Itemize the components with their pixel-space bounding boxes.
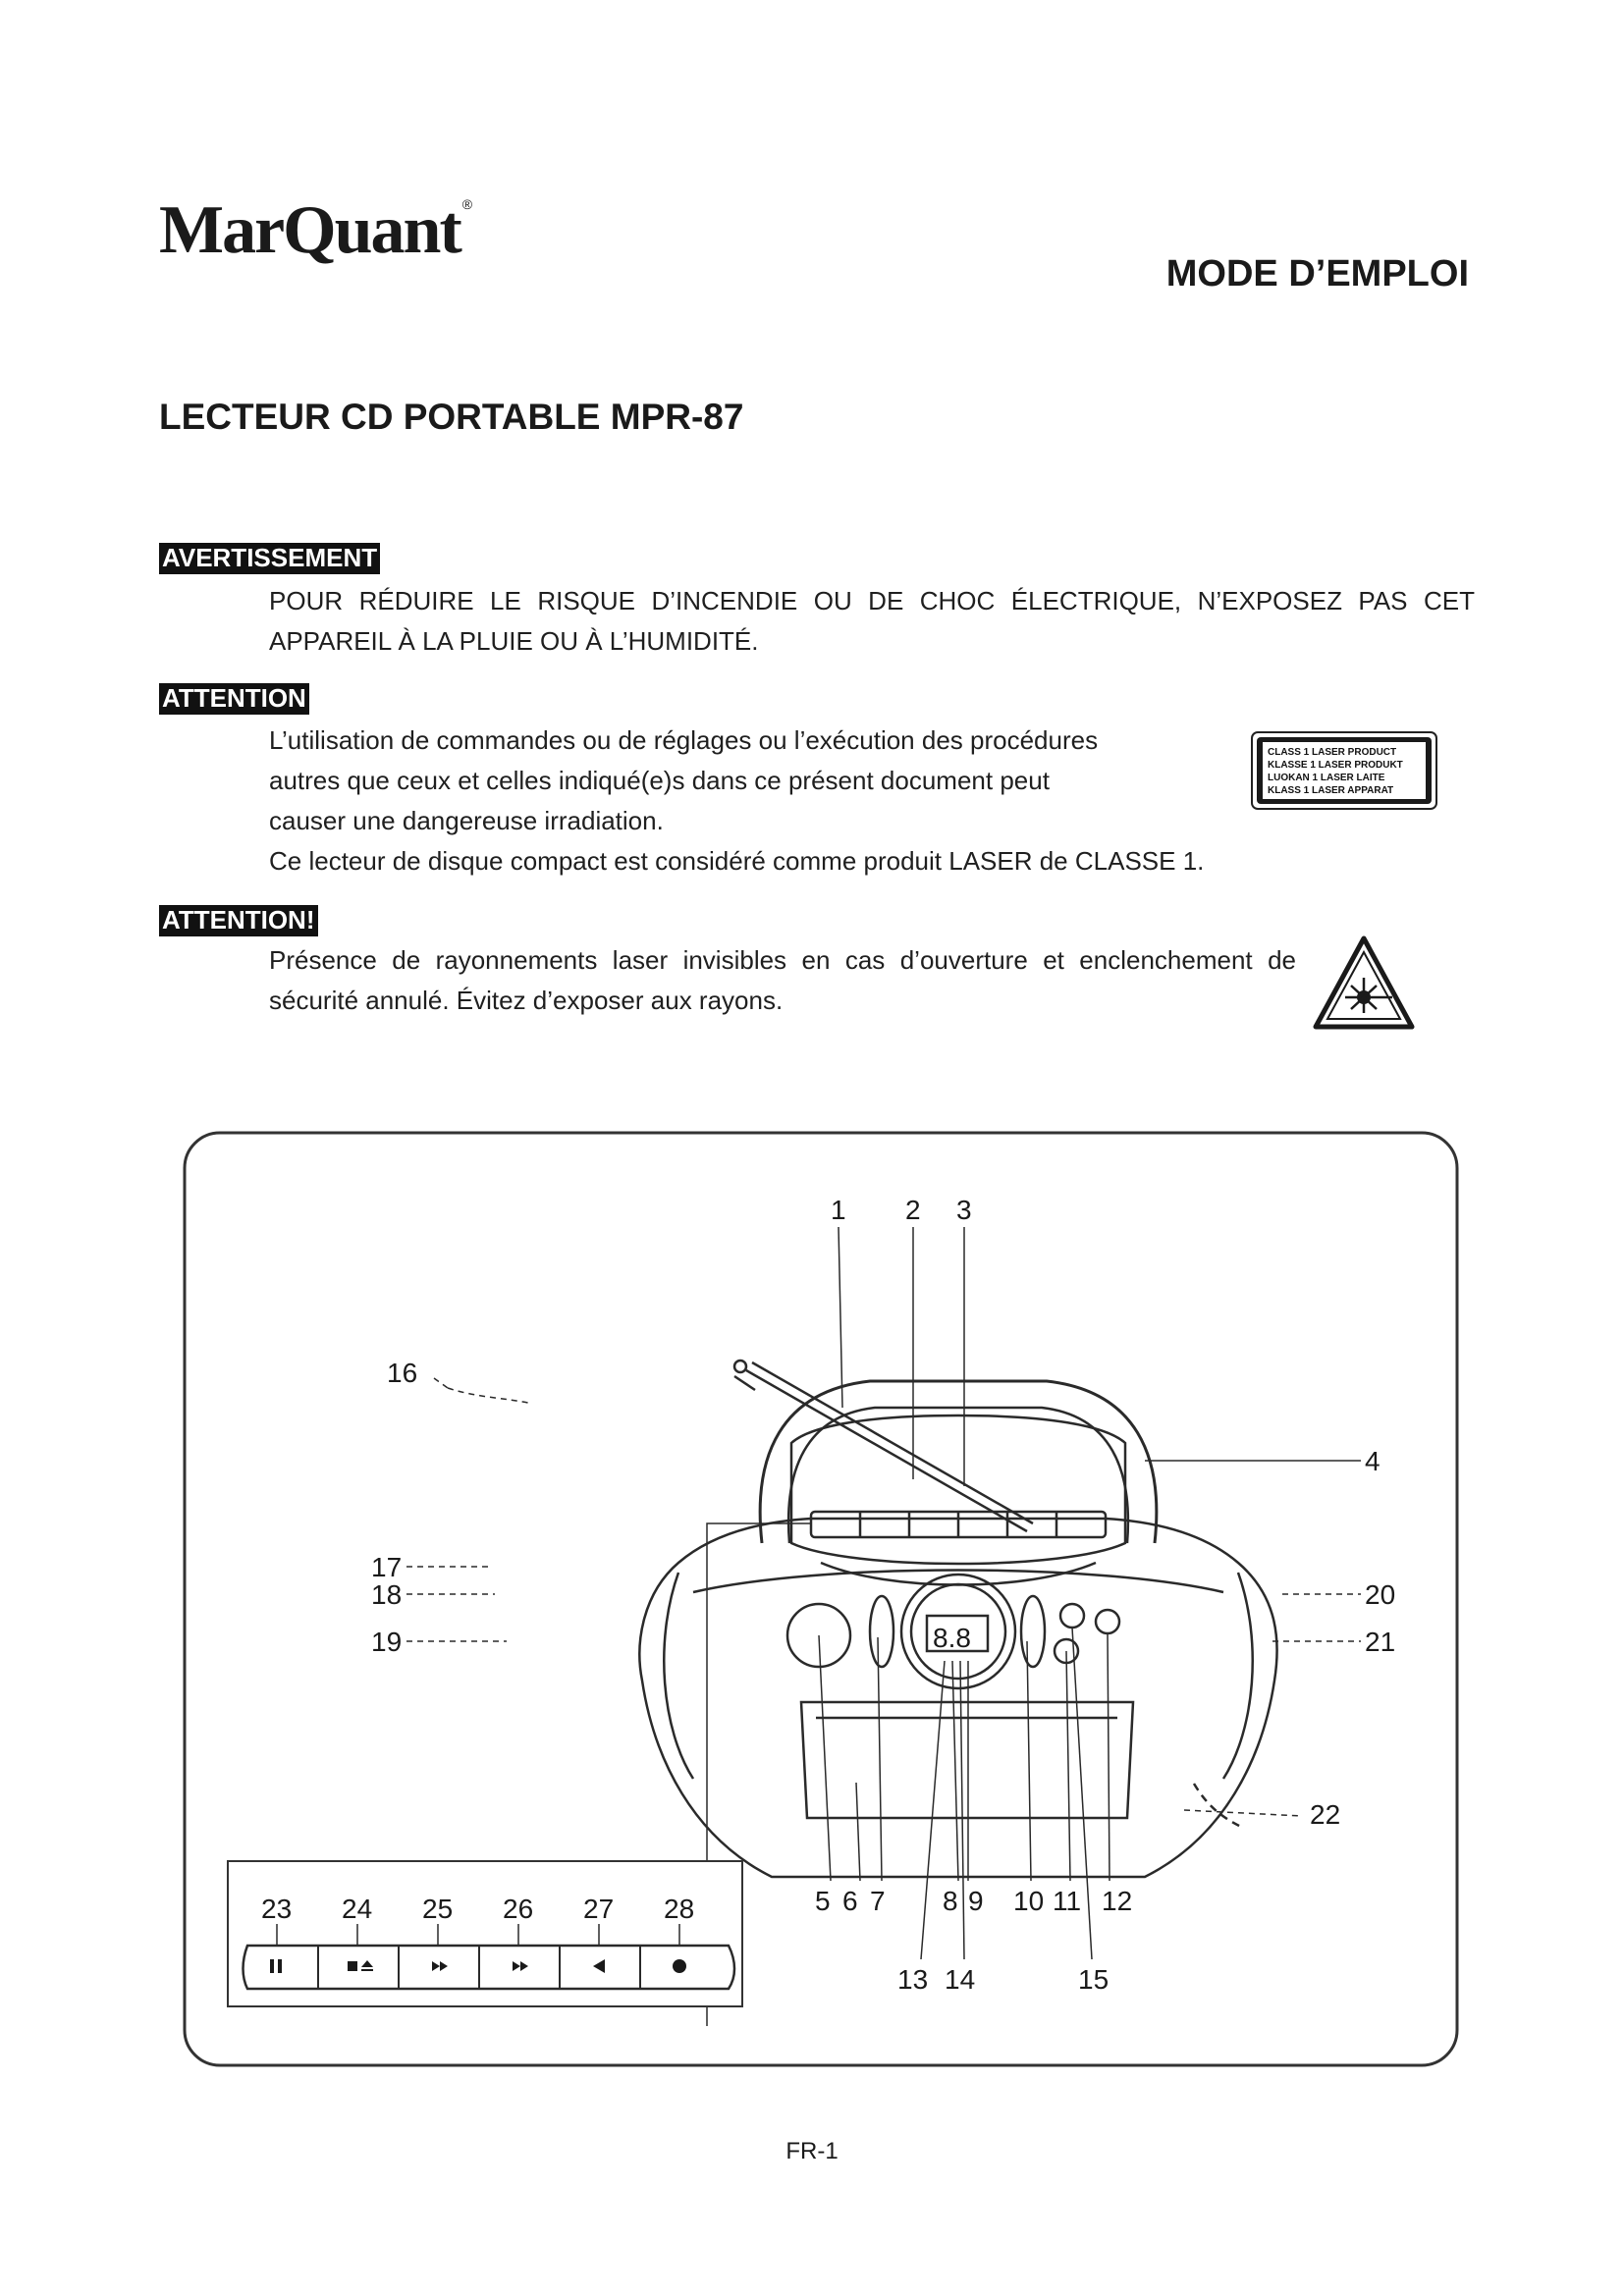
- inset-label-27: 27: [583, 1894, 615, 1924]
- attention-text: [269, 721, 1251, 881]
- callout-18: 18: [371, 1579, 403, 1610]
- class-1-laser-product-label: [1251, 731, 1437, 810]
- callout-15: 15: [1078, 1964, 1110, 1995]
- callout-19: 19: [371, 1627, 403, 1657]
- cd-lid: [791, 1415, 1125, 1564]
- callout-17: 17: [371, 1552, 403, 1582]
- callout-20: 20: [1365, 1579, 1396, 1610]
- inset-label-26: 26: [503, 1894, 534, 1924]
- attention-invisible-laser-label: [159, 905, 318, 936]
- attention-label: [159, 683, 309, 715]
- sticker-line: KLASS 1 LASER APPARAT: [1268, 785, 1394, 796]
- callout-4: 4: [1365, 1446, 1380, 1476]
- callout-14: 14: [945, 1964, 976, 1995]
- callout-2: 2: [905, 1195, 921, 1225]
- document-title: MODE D’EMPLOI: [1165, 253, 1469, 294]
- callout-11: 11: [1053, 1886, 1082, 1916]
- antenna-tip-knob: [734, 1361, 746, 1372]
- attention-label-text: ATTENTION: [159, 683, 309, 715]
- antenna-tip: [734, 1376, 755, 1390]
- attention-line: Ce lecteur de disque compact est considéré comme produit LASER de CLASSE 1.: [269, 846, 1205, 876]
- record-icon: [673, 1959, 686, 1973]
- callout-9: 9: [968, 1886, 984, 1916]
- right-button-b: [1096, 1610, 1119, 1633]
- warning-text: POUR RÉDUIRE LE RISQUE D’INCENDIE OU DE CHOC ÉLECTRIQUE, N’EXPOSEZ PAS CET APPAREIL À LA PLUIE OU À L’HUMIDITÉ.: [269, 586, 1475, 656]
- brand-logo-text: MarQuant: [159, 192, 460, 268]
- inset-label-23: 23: [261, 1894, 293, 1924]
- callout-10: 10: [1013, 1886, 1045, 1916]
- callout-6: 6: [842, 1886, 858, 1916]
- display-digits: 8.8: [933, 1623, 971, 1653]
- laser-warning-icon: [1312, 934, 1416, 1033]
- inset-button-bar: [244, 1946, 735, 1989]
- brand-logo: [159, 192, 473, 268]
- warning-label-text: AVERTISSEMENT: [159, 543, 380, 574]
- attention-invisible-laser-label-text: ATTENTION!: [159, 905, 318, 936]
- callout-1: 1: [831, 1195, 846, 1225]
- attention-line: causer une dangereuse irradiation.: [269, 806, 664, 835]
- device-body: [639, 1519, 1276, 1877]
- callout-16: 16: [387, 1358, 418, 1388]
- warning-label: [159, 543, 380, 574]
- callout-22: 22: [1310, 1799, 1341, 1830]
- sticker-line: LUOKAN 1 LASER LAITE: [1268, 773, 1385, 783]
- right-oval-button: [1021, 1596, 1045, 1667]
- product-title: LECTEUR CD PORTABLE MPR-87: [159, 397, 744, 437]
- callout-21: 21: [1365, 1627, 1396, 1657]
- callout-8: 8: [943, 1886, 958, 1916]
- callout-12: 12: [1102, 1886, 1133, 1916]
- callout-7: 7: [870, 1886, 886, 1916]
- left-oval-button: [870, 1596, 893, 1667]
- inset-label-25: 25: [422, 1894, 454, 1924]
- attention-line: autres que ceux et celles indiqué(e)s dans ce présent document peut: [269, 766, 1050, 795]
- sticker-line: CLASS 1 LASER PRODUCT: [1268, 747, 1397, 758]
- attention-invisible-laser-text: Présence de rayonnements laser invisibles en cas d’ouverture et enclenchement de sécurité annulé. Évitez d’exposer aux rayons.: [269, 945, 1296, 1015]
- callout-5: 5: [815, 1886, 831, 1916]
- right-side-panel: [1223, 1573, 1253, 1779]
- attention-line: L’utilisation de commandes ou de réglages ou l’exécution des procédures: [269, 725, 1099, 755]
- right-button-a: [1060, 1604, 1084, 1628]
- left-side-panel: [664, 1573, 693, 1779]
- product-diagram: [183, 1131, 1459, 2069]
- registered-mark: ®: [461, 196, 473, 212]
- inset-label-24: 24: [342, 1894, 373, 1924]
- sticker-line: KLASSE 1 LASER PRODUKT: [1268, 760, 1403, 771]
- callout-3: 3: [956, 1195, 972, 1225]
- inset-label-28: 28: [664, 1894, 695, 1924]
- callout-13: 13: [897, 1964, 929, 1995]
- page-number: FR-1: [785, 2138, 839, 2164]
- cassette-door: [801, 1702, 1133, 1818]
